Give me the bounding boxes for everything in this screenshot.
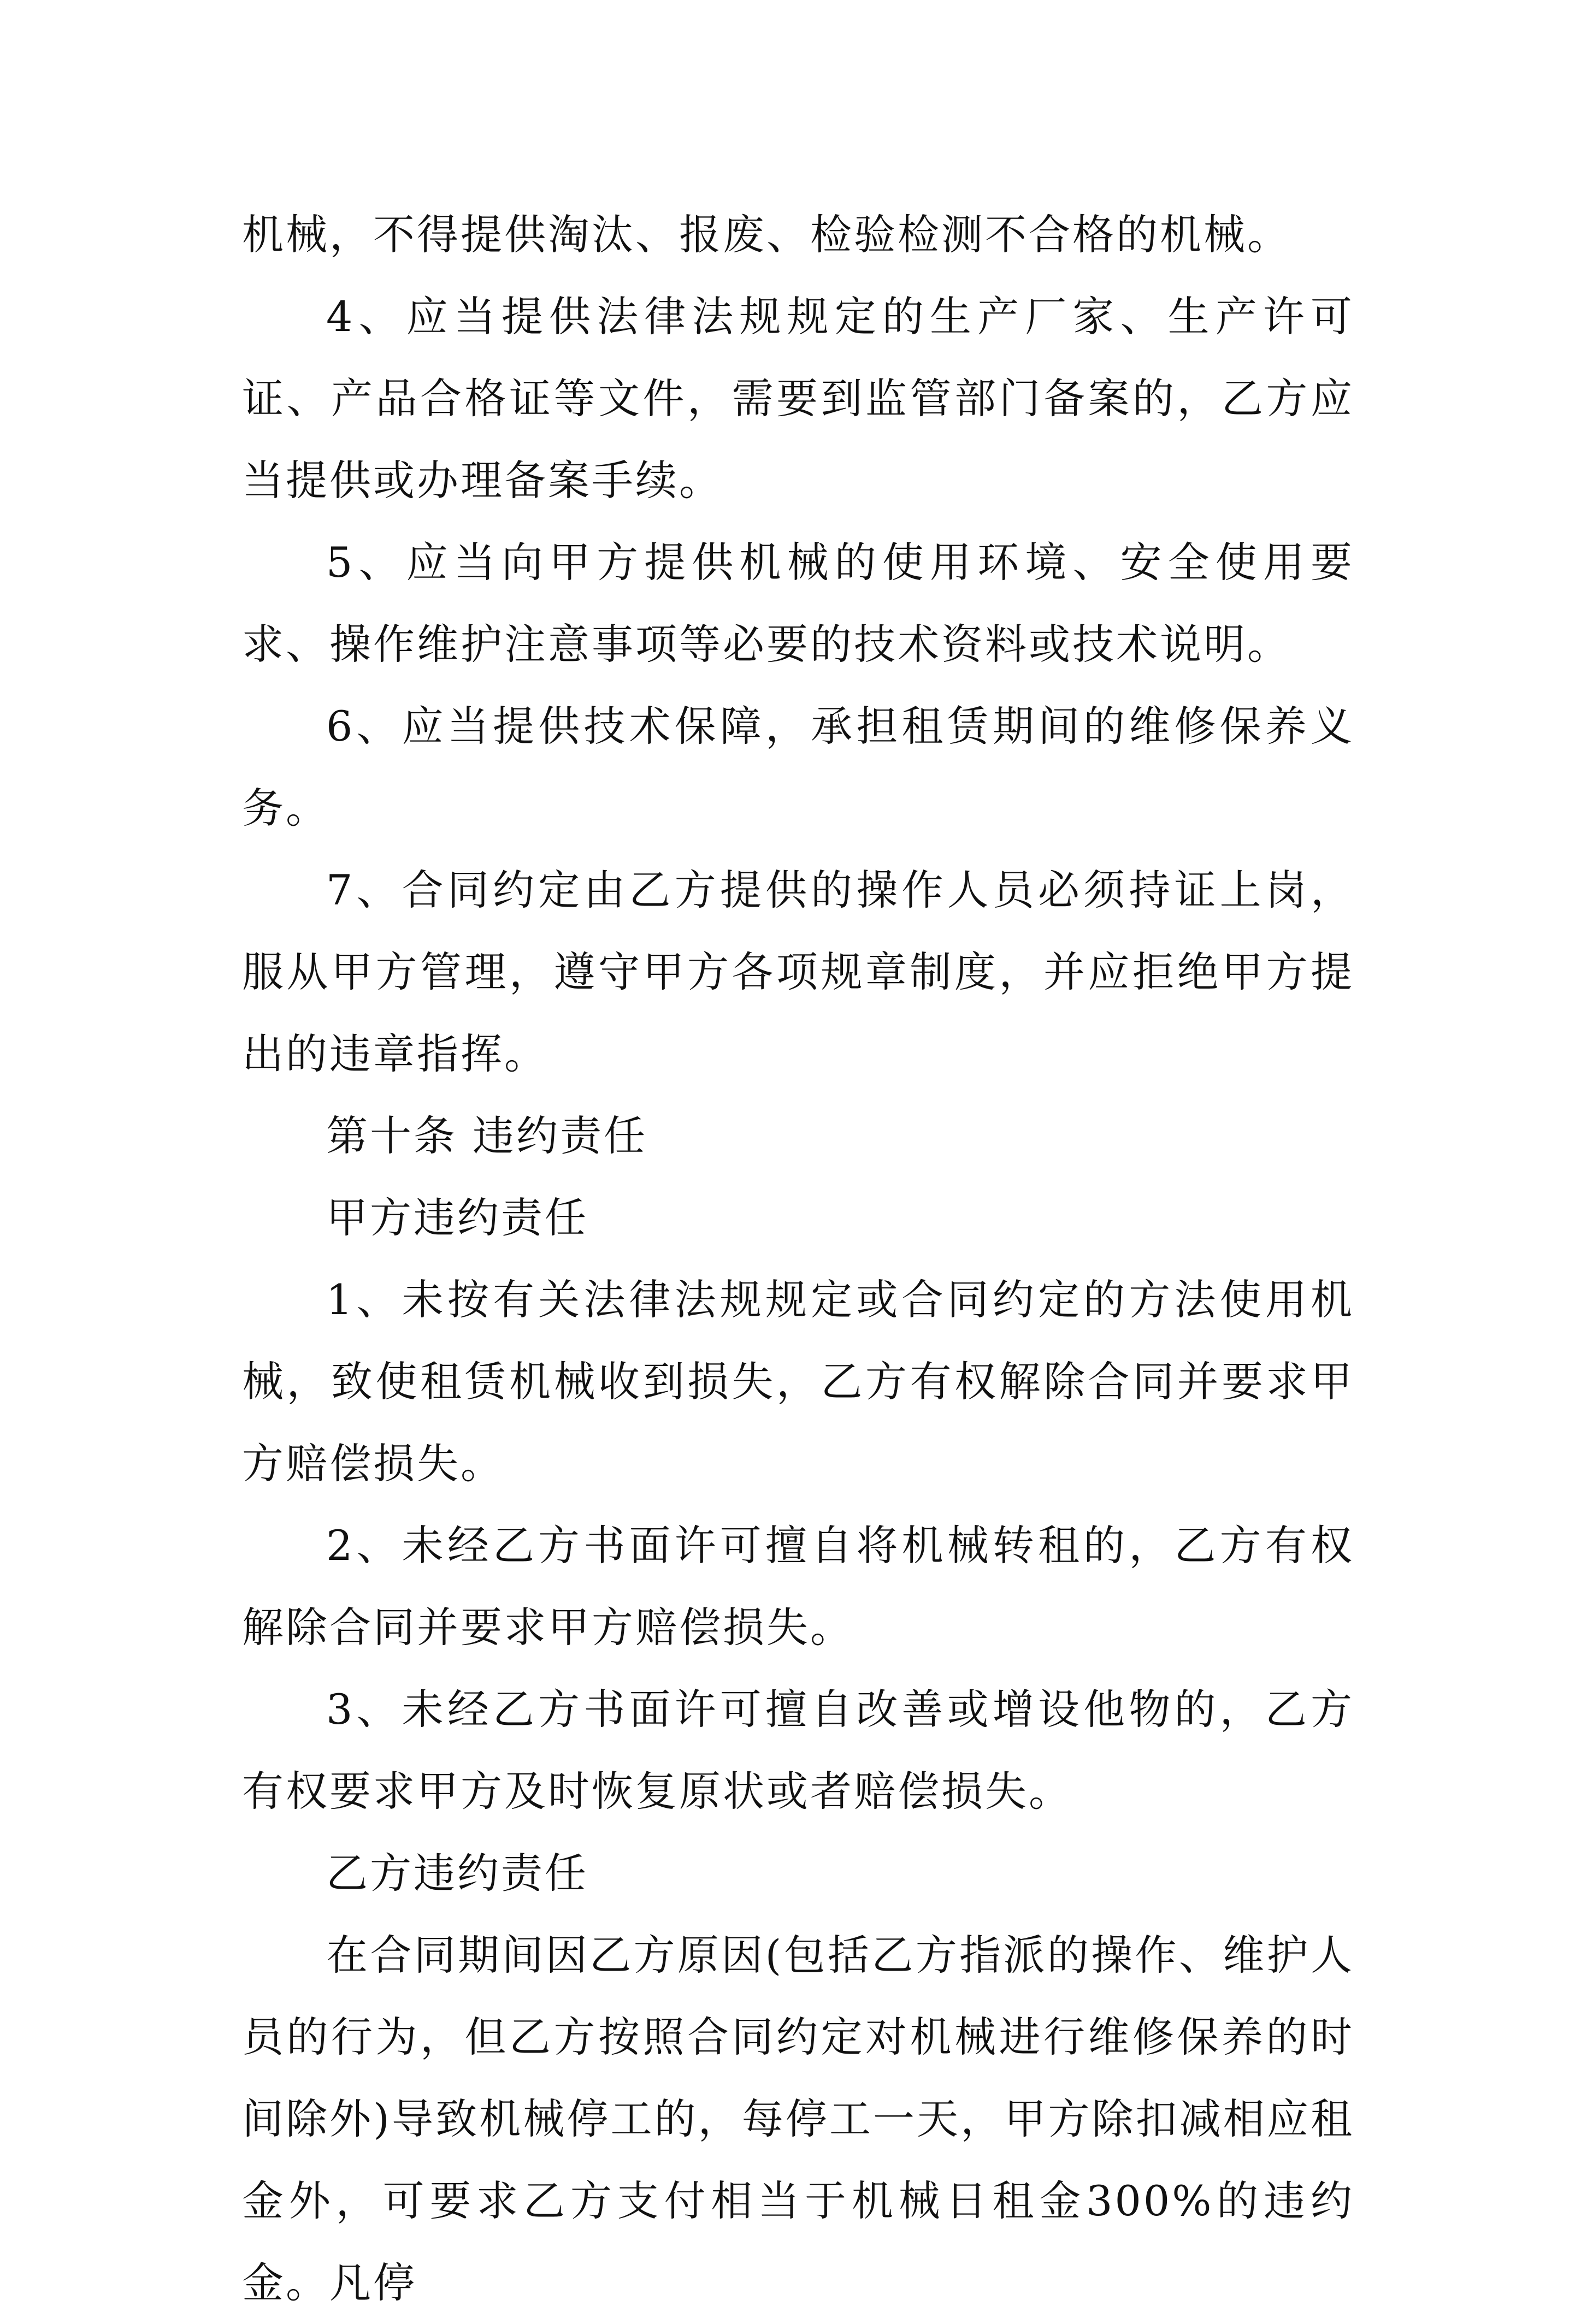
subheading-party-b-liability: 乙方违约责任 (326, 1849, 588, 1897)
paragraph-item-7: 7、合同约定由乙方提供的操作人员必须持证上岗，服从甲方管理，遵守甲方各项规章制度，并应拒绝甲方提出的违章指挥。 (242, 866, 1354, 1078)
paragraph-item-6: 6、应当提供技术保障，承担租赁期间的维修保养义务。 (242, 702, 1354, 832)
paragraph-liability-3: 3、未经乙方书面许可擅自改善或增设他物的，乙方有权要求甲方及时恢复原状或者赔偿损失。 (242, 1685, 1354, 1816)
paragraph-item-5: 5、应当向甲方提供机械的使用环境、安全使用要求、操作维护注意事项等必要的技术资料或技术说明。 (242, 538, 1354, 669)
section-heading-article-10: 第十条 违约责任 (326, 1111, 648, 1160)
paragraph-item-4: 4、应当提供法律法规规定的生产厂家、生产许可证、产品合格证等文件，需要到监管部门备案的，乙方应当提供或办理备案手续。 (242, 292, 1354, 505)
paragraph-liability-1: 1、未按有关法律法规规定或合同约定的方法使用机械，致使租赁机械收到损失，乙方有权解除合同并要求甲方赔偿损失。 (242, 1275, 1354, 1488)
paragraph-party-b-liability: 在合同期间因乙方原因(包括乙方指派的操作、维护人员的行为，但乙方按照合同约定对机械进行维修保养的时间除外)导致机械停工的，每停工一天，甲方除扣减相应租金外，可要求乙方支付相当于机械日租金300%的违约金。凡停 (242, 1931, 1354, 2307)
paragraph-liability-2: 2、未经乙方书面许可擅自将机械转租的，乙方有权解除合同并要求甲方赔偿损失。 (242, 1521, 1354, 1652)
subheading-party-a-liability: 甲方违约责任 (326, 1193, 588, 1242)
paragraph-continuation: 机械，不得提供淘汰、报废、检验检测不合格的机械。 (242, 210, 1291, 259)
document-body (242, 194, 1354, 2324)
